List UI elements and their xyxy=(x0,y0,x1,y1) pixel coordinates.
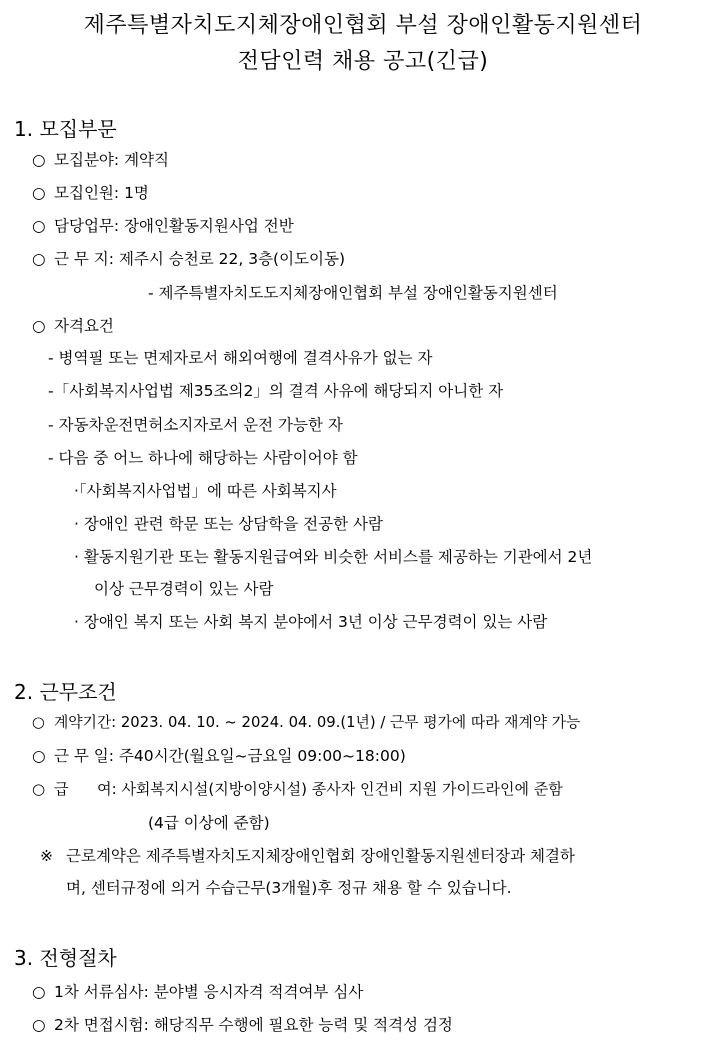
circle-bullet: ○ xyxy=(32,250,46,268)
work-hours-value: 주40시간(월요일~금요일 09:00~18:00) xyxy=(118,747,406,765)
work-hours-row xyxy=(32,749,406,765)
workplace-label: 근 무 지: xyxy=(54,250,114,268)
qualification-sub-item: ·「사회복지사업법」에 따른 사회복지사 xyxy=(74,482,337,500)
circle-bullet: ○ xyxy=(32,747,46,765)
screening-step2-label: 2차 면접시험: xyxy=(54,1016,149,1034)
contract-period-label: 계약기간: xyxy=(54,714,117,731)
qualification-sub-item: · 장애인 관련 학문 또는 상담학을 전공한 사람 xyxy=(74,515,383,533)
screening-step1-label: 1차 서류심사: xyxy=(54,983,149,1001)
circle-bullet: ○ xyxy=(32,1016,46,1034)
salary-row xyxy=(32,782,563,797)
circle-bullet: ○ xyxy=(32,780,46,798)
qualification-sub-item-cont: 이상 근무경력이 있는 사람 xyxy=(94,580,274,598)
qualification-item: - 다음 중 어느 하나에 해당하는 사람이어야 함 xyxy=(48,449,358,467)
recruit-field-label: 모집분야: xyxy=(54,151,120,169)
recruit-field-value: 계약직 xyxy=(124,151,169,169)
recruit-field-row xyxy=(32,153,169,169)
workplace-value: 제주시 승천로 22, 3층(이도이동) xyxy=(118,250,346,268)
workplace-row xyxy=(32,252,345,268)
section-3-heading: 3. 전형절차 xyxy=(14,946,117,970)
circle-bullet: ○ xyxy=(32,714,45,731)
contract-period-value: 2023. 04. 10. ~ 2024. 04. 09.(1년) / 근무 평가에 따라 재계약 가능 xyxy=(120,714,581,731)
contract-note-line1: 근로계약은 제주특별자치도지체장애인협회 장애인활동지원센터장과 체결하 xyxy=(66,847,575,865)
qualification-heading-row xyxy=(32,319,114,335)
qualification-sub-item: · 장애인 복지 또는 사회 복지 분야에서 3년 이상 근무경력이 있는 사람 xyxy=(74,613,548,631)
circle-bullet: ○ xyxy=(32,151,46,169)
qualification-heading: 자격요건 xyxy=(54,317,114,335)
section-2-heading: 2. 근무조건 xyxy=(14,680,117,704)
duty-value: 장애인활동지원사업 전반 xyxy=(124,217,294,235)
doc-title-line1: 제주특별자치도지체장애인협회 부설 장애인활동지원센터 xyxy=(83,13,643,38)
screening-step2-row xyxy=(32,1018,453,1034)
circle-bullet: ○ xyxy=(32,184,46,202)
qualification-sub-item: · 활동지원기관 또는 활동지원급여와 비슷한 서비스를 제공하는 기관에서 2년 xyxy=(74,548,593,566)
note-mark: ※ xyxy=(40,847,53,865)
salary-label: 급 여: xyxy=(54,780,117,798)
qualification-item: -「사회복지사업법 제35조의2」의 결격 사유에 해당되지 아니한 자 xyxy=(48,382,504,400)
duty-label: 담당업무: xyxy=(54,217,120,235)
duty-row xyxy=(32,219,294,235)
contract-period-row xyxy=(32,716,580,731)
work-hours-label: 근 무 일: xyxy=(54,747,114,765)
recruit-count-value: 1명 xyxy=(124,184,149,202)
qualification-item: - 병역필 또는 면제자로서 해외여행에 결격사유가 없는 자 xyxy=(48,349,433,367)
circle-bullet: ○ xyxy=(32,217,46,235)
contract-note-line2: 며, 센터규정에 의거 수습근무(3개월)후 정규 채용 할 수 있습니다. xyxy=(66,879,512,897)
recruit-count-row xyxy=(32,186,149,202)
qualification-item: - 자동차운전면허소지자로서 운전 가능한 자 xyxy=(48,416,343,434)
section-1-heading: 1. 모집부문 xyxy=(14,117,117,141)
workplace-sub: - 제주특별자치도도지체장애인협회 부설 장애인활동지원센터 xyxy=(148,284,558,302)
circle-bullet: ○ xyxy=(32,983,46,1001)
salary-value: 사회복지시설(지방이양시설) 종사자 인건비 지원 가이드라인에 준함 xyxy=(121,780,563,798)
screening-step1-row xyxy=(32,985,363,1001)
salary-sub: (4급 이상에 준함) xyxy=(148,814,270,832)
doc-title-line2: 전담인력 채용 공고(긴급) xyxy=(237,49,489,74)
screening-step1-value: 분야별 응시자격 적격여부 심사 xyxy=(153,983,364,1001)
recruit-count-label: 모집인원: xyxy=(54,184,120,202)
screening-step2-value: 해당직무 수행에 필요한 능력 및 적격성 검정 xyxy=(153,1016,453,1034)
circle-bullet: ○ xyxy=(32,317,46,335)
contract-note-row xyxy=(40,849,575,865)
